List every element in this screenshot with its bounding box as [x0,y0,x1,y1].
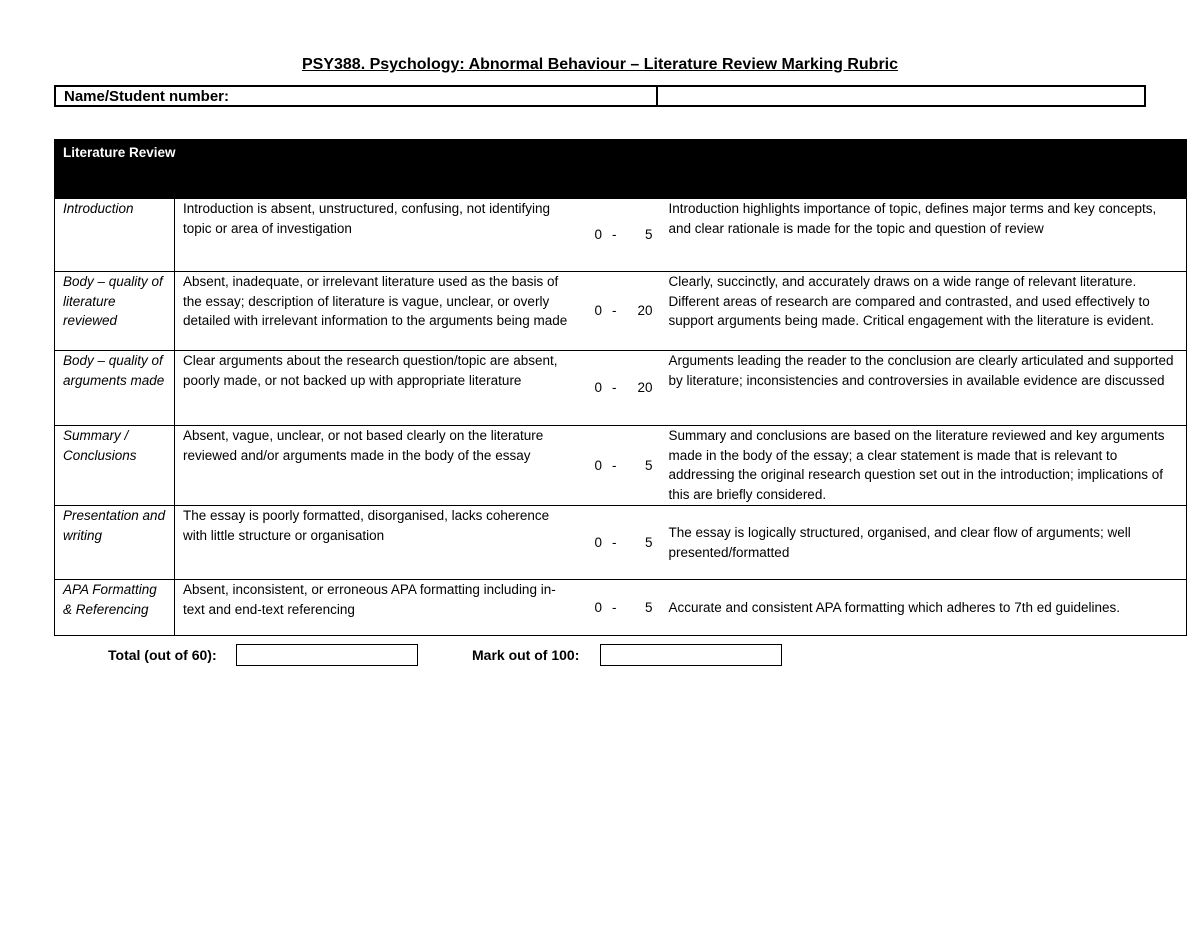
low-descriptor: Absent, vague, unclear, or not based clearly on the literature reviewed and/or arguments made in the body of the essay [175,426,577,506]
rubric-row-introduction [55,199,1187,272]
score-dash: - [612,380,617,396]
criterion-label: Presentation and writing [55,506,175,580]
mark-label: Mark out of 100: [472,647,580,663]
rubric-row-summary [55,426,1187,506]
total-field[interactable] [236,644,418,666]
score-min: 0 [594,380,603,396]
totals-section [0,643,1200,669]
score-max: 5 [644,227,653,243]
score-dash: - [612,457,617,473]
rubric-header-row [55,140,1187,199]
score-range [577,272,661,351]
total-label: Total (out of 60): [108,647,217,663]
score-max: 20 [637,303,653,319]
score-range [577,426,661,506]
score-min: 0 [594,599,603,615]
low-descriptor: Introduction is absent, unstructured, confusing, not identifying topic or area of investigation [175,199,577,272]
score-min: 0 [594,303,603,319]
name-label: Name/Student number: [55,86,657,106]
score-range [577,506,661,580]
rubric-table [54,139,1187,636]
high-descriptor: The essay is logically structured, organised, and clear flow of arguments; well presented/formatted [661,506,1187,580]
rubric-row-arguments-quality [55,351,1187,426]
rubric-row-apa [55,580,1187,636]
score-max: 5 [644,599,653,615]
score-min: 0 [594,534,603,550]
mark-field[interactable] [600,644,782,666]
score-max: 5 [644,534,653,550]
score-min: 0 [594,457,603,473]
rubric-header: Literature Review [55,140,1187,199]
score-dash: - [612,303,617,319]
criterion-label: Summary / Conclusions [55,426,175,506]
score-min: 0 [594,227,603,243]
score-dash: - [612,227,617,243]
criterion-label: APA Formatting & Referencing [55,580,175,636]
score-range [577,580,661,636]
name-field[interactable] [657,86,1145,106]
score-max: 5 [644,457,653,473]
criterion-label: Body – quality of arguments made [55,351,175,426]
score-dash: - [612,599,617,615]
document-title: PSY388. Psychology: Abnormal Behaviour – Literature Review Marking Rubric [301,56,899,73]
high-descriptor: Clearly, succinctly, and accurately draws on a wide range of relevant literature. Different areas of research are compared and contrasted, and used effectively to support arguments being made. Critical engagement with the literature is evident. [661,272,1187,351]
criterion-label: Body – quality of literature reviewed [55,272,175,351]
rubric-row-literature-quality [55,272,1187,351]
high-descriptor: Arguments leading the reader to the conclusion are clearly articulated and supported by literature; inconsistencies and controversies in available evidence are discussed [661,351,1187,426]
score-dash: - [612,534,617,550]
high-descriptor: Accurate and consistent APA formatting which adheres to 7th ed guidelines. [661,580,1187,636]
student-name-table [54,85,1146,107]
high-descriptor: Introduction highlights importance of topic, defines major terms and key concepts, and clear rationale is made for the topic and question of review [661,199,1187,272]
low-descriptor: Absent, inadequate, or irrelevant literature used as the basis of the essay; description of literature is vague, unclear, or overly detailed with irrelevant information to the arguments being made [175,272,577,351]
criterion-label: Introduction [55,199,175,272]
high-descriptor: Summary and conclusions are based on the literature reviewed and key arguments made in the body of the essay; a clear statement is made that is relevant to addressing the original research question set out in the introduction; implications of this are briefly considered. [661,426,1187,506]
low-descriptor: Absent, inconsistent, or erroneous APA formatting including in-text and end-text referencing [175,580,577,636]
low-descriptor: The essay is poorly formatted, disorganised, lacks coherence with little structure or organisation [175,506,577,580]
low-descriptor: Clear arguments about the research question/topic are absent, poorly made, or not backed up with appropriate literature [175,351,577,426]
rubric-row-presentation [55,506,1187,580]
score-range [577,351,661,426]
score-range [577,199,661,272]
score-max: 20 [637,380,653,396]
